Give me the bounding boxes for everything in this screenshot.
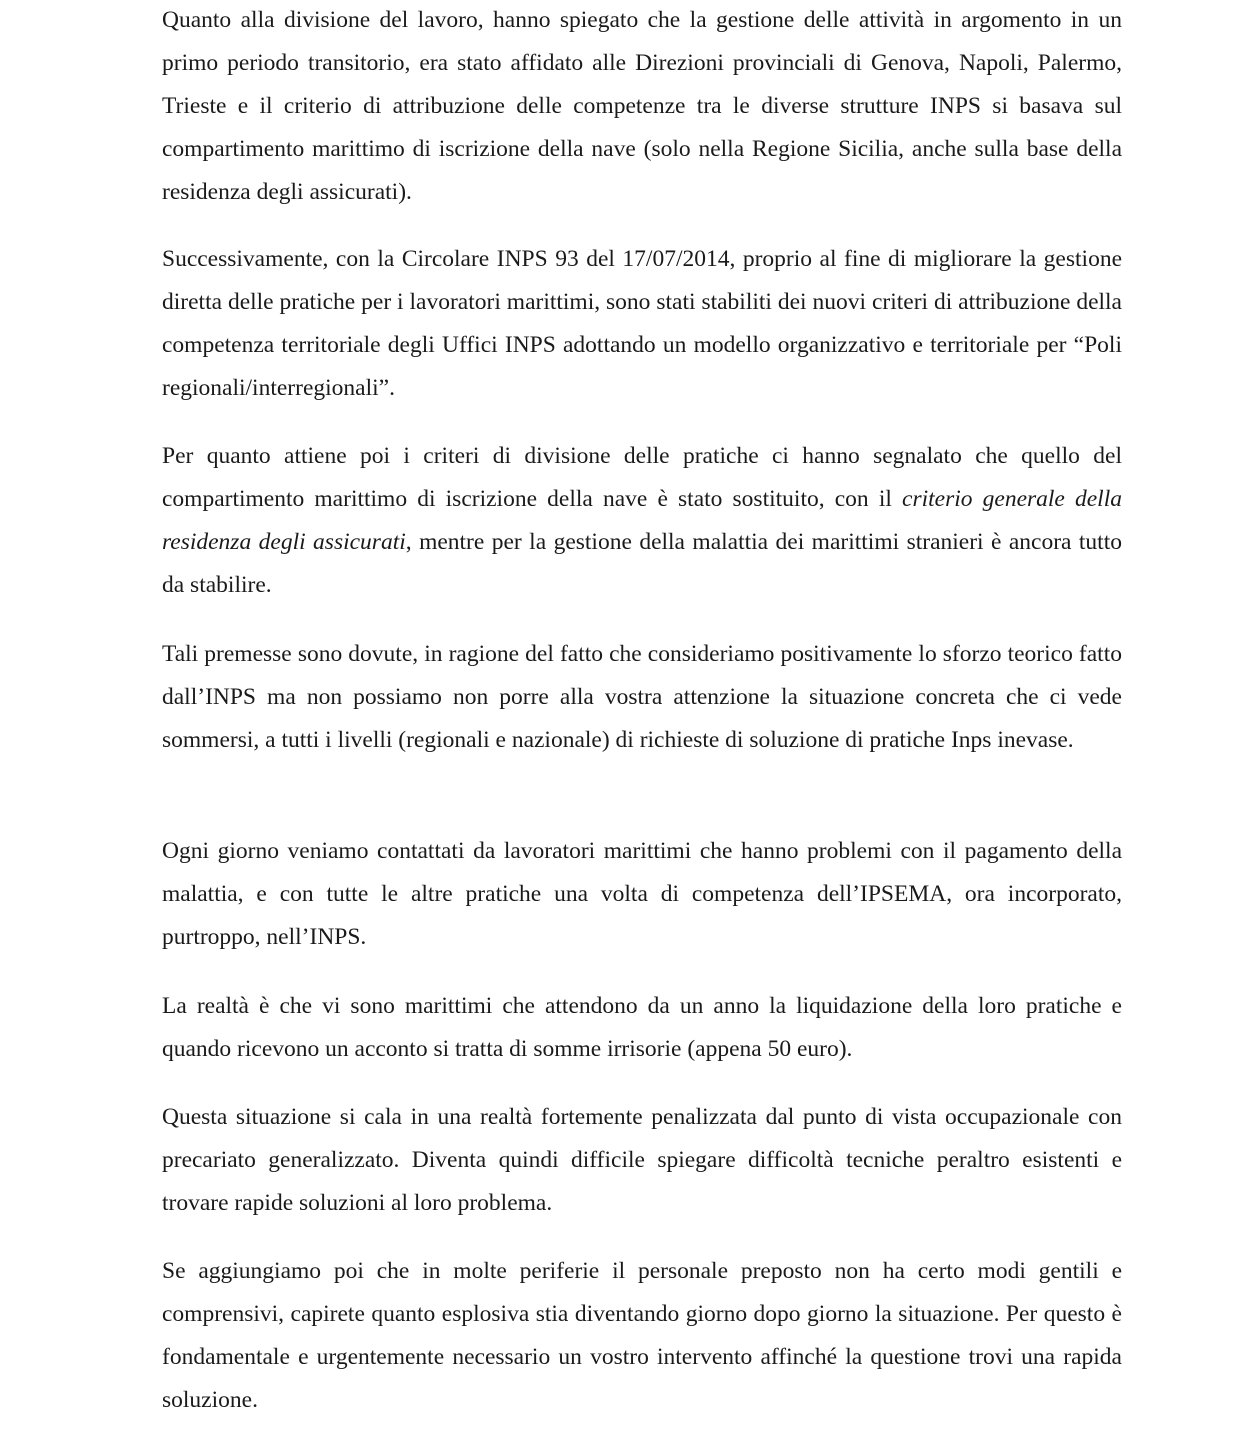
paragraph-premesse bbox=[162, 633, 1122, 762]
paragraph-ogni-giorno bbox=[162, 830, 1122, 959]
paragraph-intervento bbox=[162, 1250, 1122, 1422]
italic-criterio-generale: criterio generale della residenza degli assicurati bbox=[162, 486, 1122, 555]
paragraph-situazione bbox=[162, 1096, 1122, 1225]
paragraph-criteri-divisione bbox=[162, 435, 1122, 607]
paragraph-text: Per quanto attiene poi i criteri di divisione delle pratiche ci hanno segnalato che quello del compartimento marittimo di iscrizione della nave è stato sostituito, con il bbox=[162, 443, 1122, 512]
paragraph-text: La realtà è che vi sono marittimi che attendono da un anno la liquidazione della loro pratiche e quando ricevono un acconto si tratta di somme irrisorie (appena 50 euro). bbox=[162, 993, 1122, 1062]
paragraph-circolare-inps bbox=[162, 238, 1122, 410]
paragraph-text: Se aggiungiamo poi che in molte periferie il personale preposto non ha certo modi gentili e comprensivi, capirete quanto esplosiva stia diventando giorno dopo giorno la situazione. Per questo è fondamentale e urgentemente necessario un vostro intervento affinché la questione trovi una rapida soluzione. bbox=[162, 1258, 1122, 1413]
paragraph-text: Successivamente, con la Circolare INPS 93 del 17/07/2014, proprio al fine di migliorare la gestione diretta delle pratiche per i lavoratori marittimi, sono stati stabiliti dei nuovi criteri di attribuzione della competenza territoriale degli Uffici INPS adottando un modello organizzativo e territoriale per “Poli regionali/interregionali”. bbox=[162, 246, 1122, 401]
paragraph-text: , mentre per la gestione della malattia dei marittimi stranieri è ancora tutto da stabilire. bbox=[162, 529, 1122, 598]
paragraph-division-of-work bbox=[162, 0, 1122, 214]
paragraph-realta bbox=[162, 985, 1122, 1071]
paragraph-text: Quanto alla divisione del lavoro, hanno spiegato che la gestione delle attività in argomento in un primo periodo transitorio, era stato affidato alle Direzioni provinciali di Genova, Napoli, Palermo, Trieste e il criterio di attribuzione delle competenze tra le diverse strutture INPS si basava sul compartimento marittimo di iscrizione della nave (solo nella Regione Sicilia, anche sulla base della residenza degli assicurati). bbox=[162, 7, 1122, 205]
paragraph-text: Tali premesse sono dovute, in ragione del fatto che consideriamo positivamente lo sforzo teorico fatto dall’INPS ma non possiamo non porre alla vostra attenzione la situazione concreta che ci vede sommersi, a tutti i livelli (regionali e nazionale) di richieste di soluzione di pratiche Inps inevase. bbox=[162, 641, 1122, 753]
paragraph-text: Ogni giorno veniamo contattati da lavoratori marittimi che hanno problemi con il pagamento della malattia, e con tutte le altre pratiche una volta di competenza dell’IPSEMA, ora incorporato, purtroppo, nell’INPS. bbox=[162, 838, 1122, 950]
paragraph-text: Questa situazione si cala in una realtà fortemente penalizzata dal punto di vista occupazionale con precariato generalizzato. Diventa quindi difficile spiegare difficoltà tecniche peraltro esistenti e trovare rapide soluzioni al loro problema. bbox=[162, 1104, 1122, 1216]
